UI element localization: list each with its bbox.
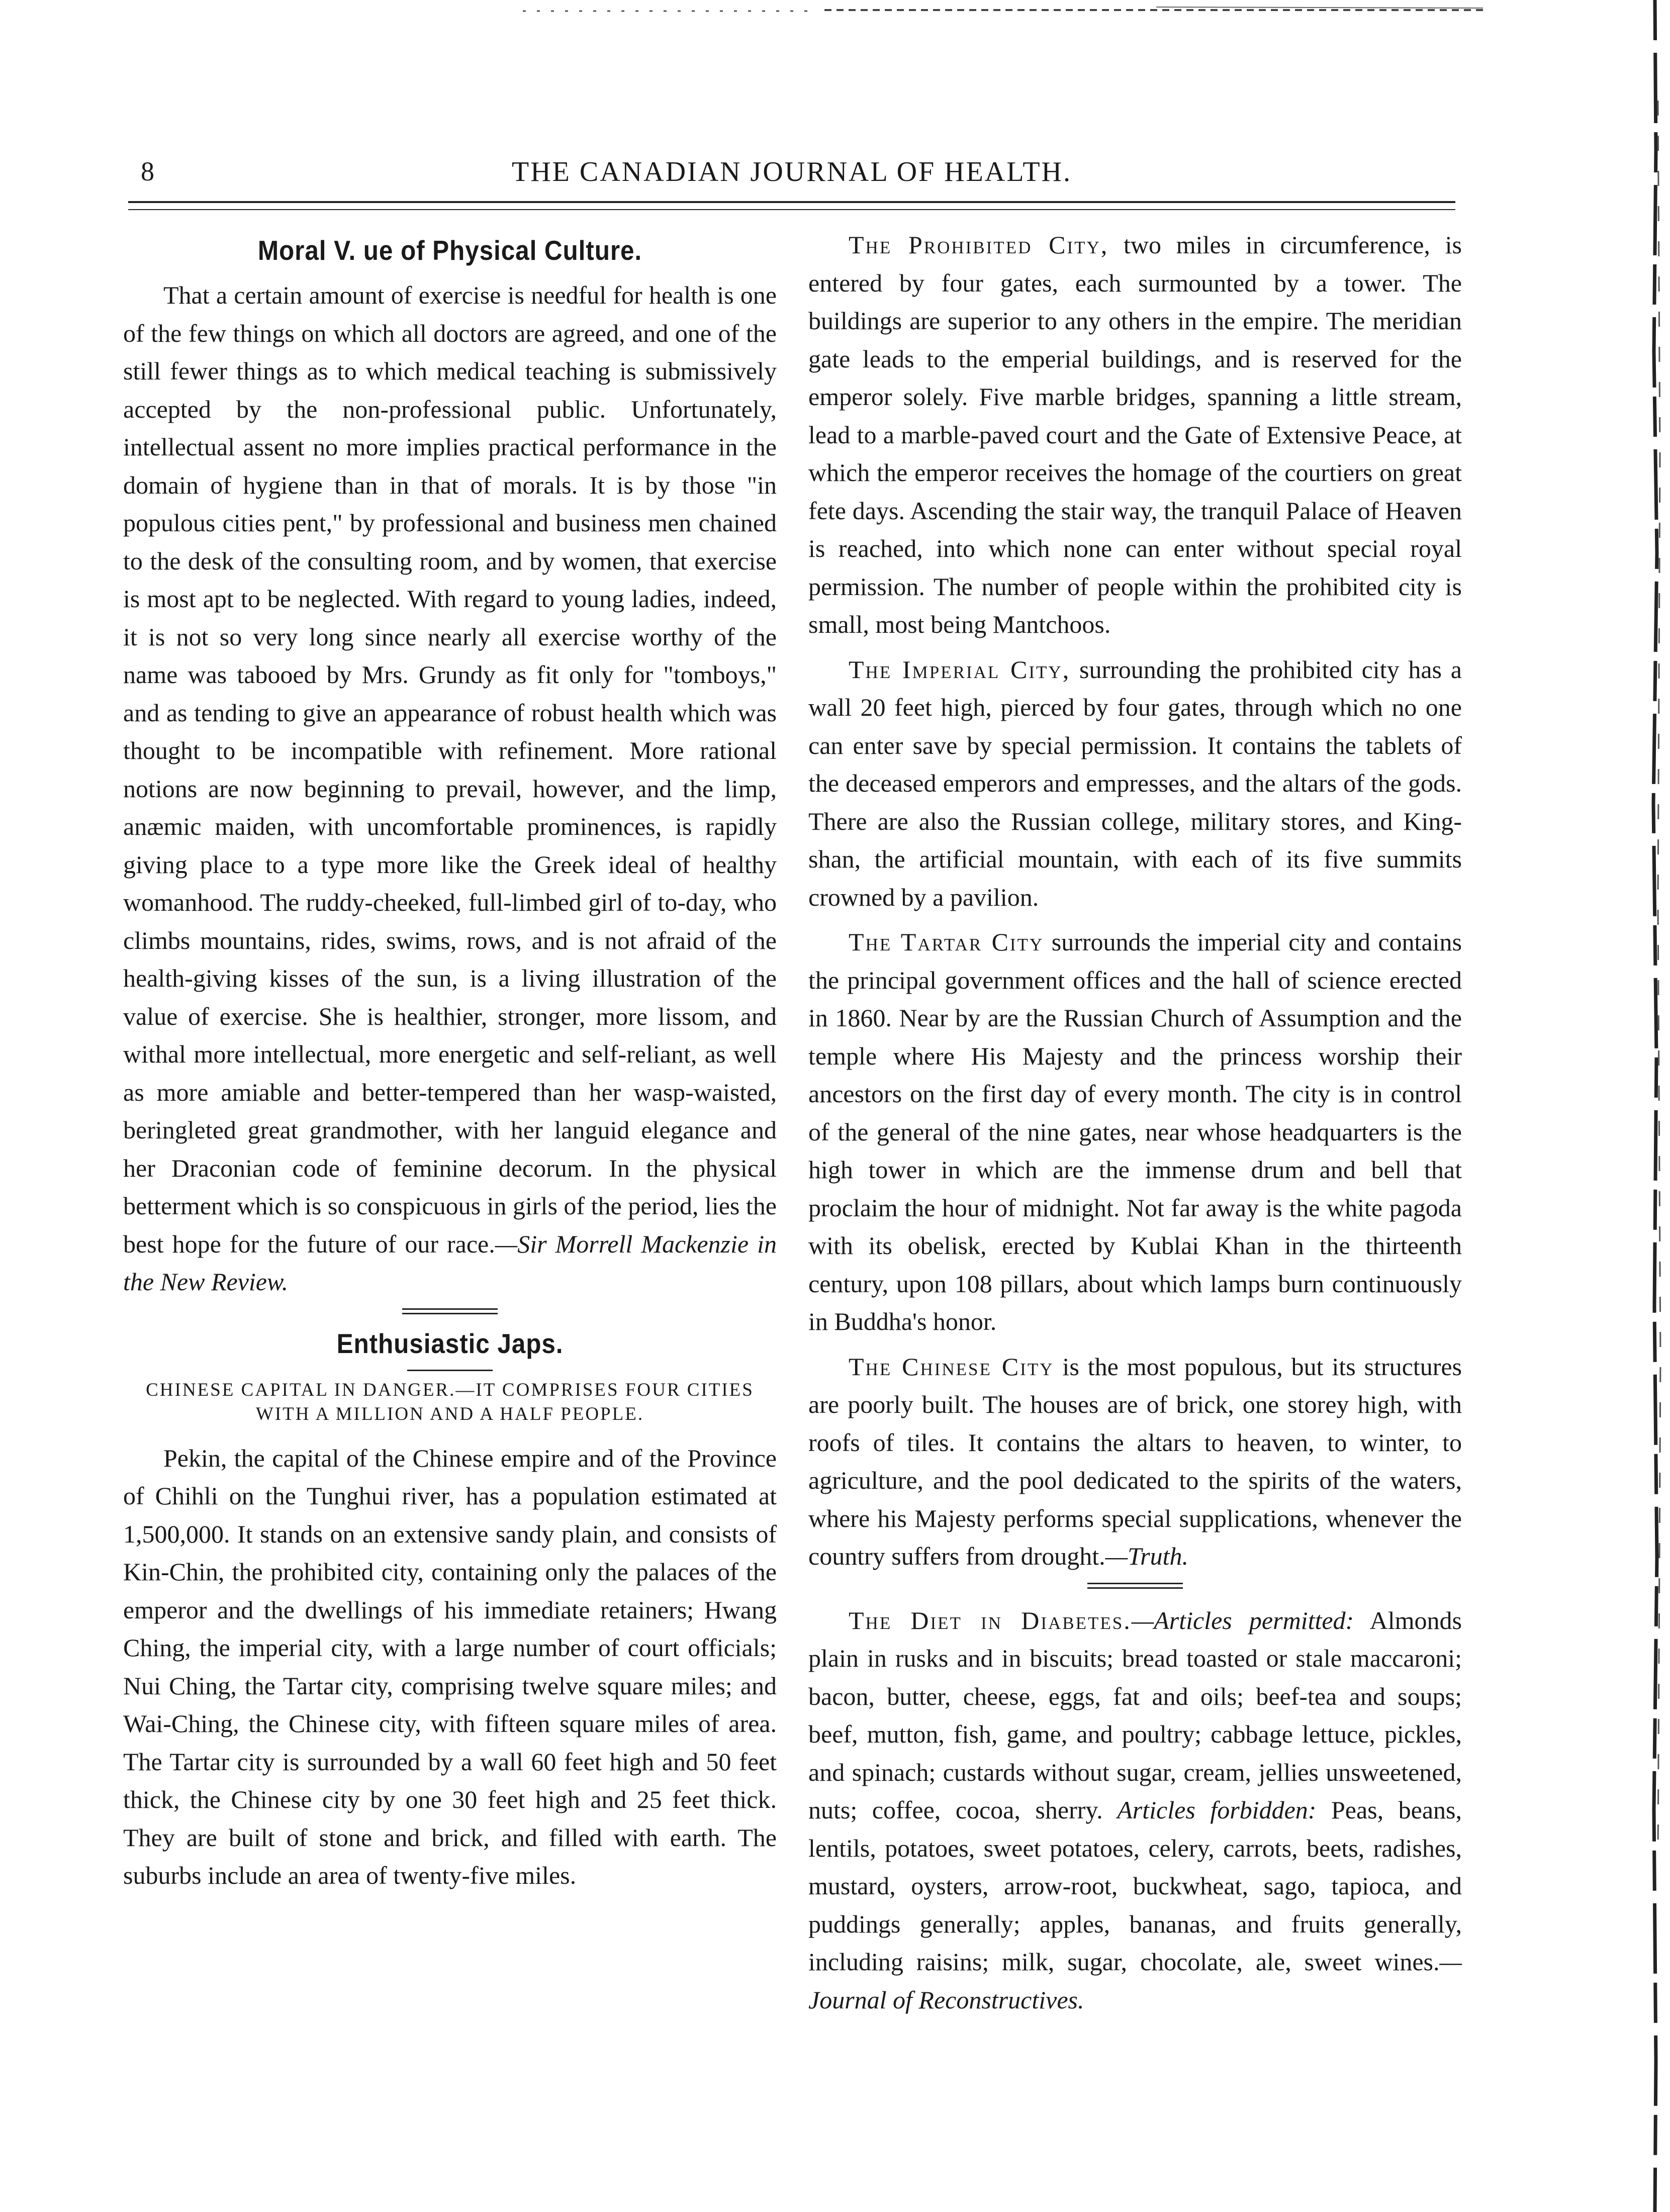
article-source: —Journal of Reconstructives. [808, 1948, 1462, 2014]
article-title-enthusiastic-japs: Enthusiastic Japs. [336, 1327, 564, 1359]
permitted-text: Almonds plain in rusks and in biscuits; bread toasted or stale maccaroni; bacon, butter, cheese, eggs, fat and oils; beef-tea and soups; beef, mutton, fish, game, and poultry; cabbage lettuce, pickles, and spinach; custards without sugar, cream, jellies unsweetened, nuts; coffee, cocoa, sherry. [808, 1606, 1462, 1824]
paragraph-text: surrounding the prohibited city has a wall 20 feet high, pierced by four gates, through which no one can enter save by special permission. It contains the tablets of the deceased emperors and empresses, and the altars of the gods. There are also the Russian college, military stores, and King-shan, the artificial mountain, with each of its five summits crowned by a pavilion. [808, 655, 1462, 911]
right-column [808, 226, 1462, 2026]
title-rule [407, 1370, 493, 1371]
header-rule [128, 201, 1455, 210]
paragraph-lead: The Tartar City [849, 928, 1044, 956]
paragraph-prohibited-city [808, 226, 1462, 644]
page-number: 8 [141, 156, 154, 186]
forbidden-label: Articles forbidden: [1102, 1796, 1317, 1824]
paragraph-text: is the most populous, but its structures are poorly built. The houses are of brick, one storey high, with roofs of tiles. It contains the altars to heaven, to winter, to agriculture, and the pool dedicated to the spirits of the waters, where his Majesty performs special supplications, whenever the country suffers from drought. [808, 1352, 1462, 1570]
section-divider [402, 1308, 498, 1314]
paragraph-tartar-city [808, 923, 1462, 1341]
scan-edge-marks-top [503, 4, 1483, 17]
paragraph-lead: The Chinese City [849, 1352, 1054, 1381]
article-paragraph: Pekin, the capital of the Chinese empire and of the Province of Chihli on the Tunghui river, has a population estimated at 1,500,000. It stands on an extensive sandy plain, and consists of Kin-Chin, the prohibited city, containing only the palaces of the emperor and the dwellings of his immediate retainers; Hwang Ching, the imperial city, with a large number of court officials; Nui Ching, the Tartar city, comprising twelve square miles; and Wai-Ching, the Chinese city, with fifteen square miles of area. The Tartar city is surrounded by a wall 60 feet high and 50 feet thick, the Chinese city by one 30 feet high and 25 feet thick. They are built of stone and brick, and filled with earth. The suburbs include an area of twenty-five miles. [123, 1444, 777, 1889]
paragraph-imperial-city [808, 651, 1462, 917]
journal-title: THE CANADIAN JOURNAL OF HEALTH. [512, 156, 1072, 187]
scan-edge-marks-right [1625, 0, 1670, 2212]
article-subhead: CHINESE CAPITAL IN DANGER.—IT COMPRISES FOUR CITIES WITH A MILLION AND A HALF PEOPLE. [146, 1379, 754, 1424]
paragraph-diet-in-diabetes [808, 1602, 1462, 2019]
page-header [126, 156, 1458, 191]
section-divider [1087, 1583, 1183, 1589]
article-source: —Sir Morrell Mackenzie in the New Review. [123, 1229, 777, 1296]
paragraph-text: That a certain amount of exercise is needful for health is one of the few things on which all doctors are agreed, and one of the still fewer things as to which medical teaching is submissively accepted by the non-professional public. Unfortunately, intellectual assent no more implies practical performance in the domain of hygiene than in that of morals. It is by those "in populous cities pent," by professional and business men chained to the desk of the consulting room, and by women, that exercise is most apt to be neglected. With regard to young ladies, indeed, it is not so very long since nearly all exercise worthy of the name was tabooed by Mrs. Grundy as fit only for "tomboys," and as tending to give an appearance of robust health which was thought to be incompatible with refinement. More rational notions are now beginning to prevail, however, and the limp, anæmic maiden, with uncomfortable prominences, is rapidly giving place to a type more like the Greek ideal of healthy womanhood. The ruddy-cheeked, full-limbed girl of to-day, who climbs mountains, rides, swims, rows, and is not afraid of the health-giving kisses of the sun, is a living illustration of the value of exercise. She is healthier, stronger, more lissom, and withal more intellectual, more energetic and self-reliant, as well as more amiable and better-tempered than her wasp-waisted, beringleted great grandmother, with her languid elegance and her Draconian code of feminine decorum. In the physical betterment which is so conspicuous in girls of the period, lies the best hope for the future of our race. [123, 281, 777, 1258]
left-column [123, 226, 777, 1902]
paragraph-text: surrounds the imperial city and contains the principal government offices and the hall of science erected in 1860. Near by are the Russian Church of Assumption and the temple where His Majesty and the princess worship their ancestors on the first day of every month. The city is in control of the general of the nine gates, near whose headquarters is the high tower in which are the immense drum and bell that proclaim the hour of midnight. Not far away is the white pagoda with its obelisk, erected by Kublai Khan in the thirteenth century, upon 108 pillars, about which lamps burn continuously in Buddha's honor. [808, 928, 1462, 1335]
paragraph-chinese-city [808, 1348, 1462, 1576]
article-source: —Truth. [1105, 1542, 1188, 1570]
forbidden-text: Peas, beans, lentils, potatoes, sweet potatoes, celery, carrots, beets, radishes, mustard, oysters, arrow-root, buckwheat, sago, tapioca, and puddings generally; apples, bananas, and fruits generally, including raisins; milk, sugar, chocolate, ale, sweet wines. [808, 1796, 1462, 1976]
article-title-physical-culture: Moral V. ue of Physical Culture. [257, 235, 642, 266]
paragraph-lead: The Diet in Diabetes. [849, 1606, 1132, 1634]
paragraph-lead: The Prohibited City, [849, 231, 1109, 259]
paragraph-text: two miles in circumference, is entered by four gates, each surmounted by a tower. The buildings are superior to any others in the empire. The meridian gate leads to the emperial buildings, and is reserved for the emperor solely. Five marble bridges, spanning a little stream, lead to a marble-paved court and the Gate of Extensive Peace, at which the emperor receives the homage of the courtiers on great fete days. Ascending the stair way, the tranquil Palace of Heaven is reached, into which none can enter without special royal permission. The number of people within the prohibited city is small, most being Mantchoos. [808, 231, 1462, 638]
article-paragraph [123, 276, 777, 1301]
permitted-label: —Articles permitted: [1131, 1606, 1354, 1634]
paragraph-lead: The Imperial City, [849, 655, 1071, 684]
